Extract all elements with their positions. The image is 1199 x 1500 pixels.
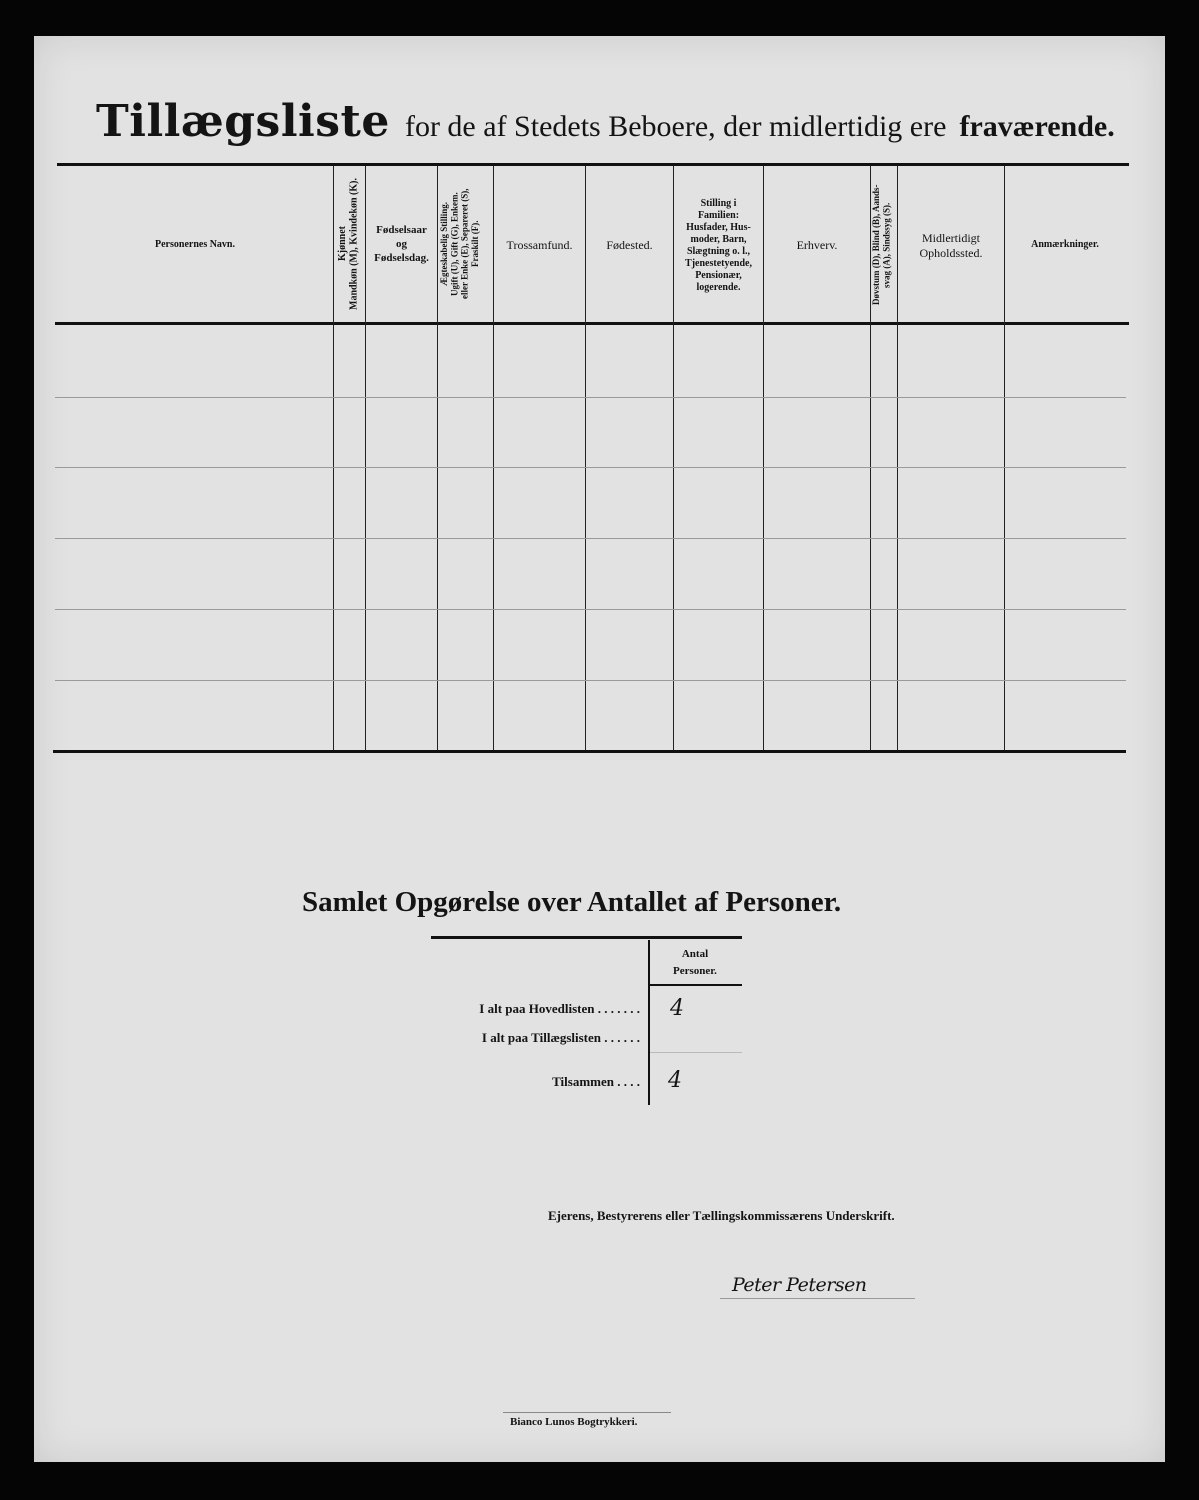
- header-kjonnet: Kjønnet Mandkøn (M), Kvindekøn (K).: [337, 178, 360, 310]
- header-anmaerkninger: Anmærkninger.: [1031, 238, 1099, 250]
- header-fodselsaar: Fødselsaar og Fødselsdag.: [374, 224, 429, 264]
- header-trossamfund: Trossamfund.: [506, 237, 573, 252]
- printer-rule: [503, 1412, 671, 1413]
- summary-row-rule: [650, 1052, 742, 1053]
- title-main: Tillægsliste: [96, 96, 390, 147]
- header-personernes-navn: Personernes Navn.: [155, 238, 235, 250]
- table-row: [55, 397, 1126, 398]
- header-fodested: Fødested.: [606, 237, 653, 252]
- summary-label-tillaegslisten: I alt paa Tillægslisten . . . . . .: [481, 1030, 640, 1045]
- col-rule: [333, 166, 334, 750]
- title-rest: for de af Stedets Beboere, der midlertidig ere: [404, 110, 947, 143]
- printer-name: Bianco Lunos Bogtrykkeri.: [510, 1416, 638, 1428]
- header-midlertidigt-opholdssted: Midlertidigt Opholdssted.: [919, 231, 983, 260]
- form-title: [96, 96, 1115, 147]
- signature-label: Ejerens, Bestyrerens eller Tællingskommissærens Underskrift.: [548, 1208, 895, 1223]
- summary-top-rule: [431, 936, 742, 939]
- table-header-rule: [55, 322, 1129, 325]
- table-row: [55, 680, 1126, 681]
- summary-title: Samlet Opgørelse over Antallet af Personer.: [302, 886, 842, 918]
- table-bottom-rule: [53, 750, 1126, 753]
- summary-value-tilsammen: 4: [668, 1068, 682, 1093]
- summary-label-hovedlisten: I alt paa Hovedlisten . . . . . . .: [479, 1001, 640, 1016]
- summary-col-header: Antal Personer.: [673, 948, 717, 977]
- table-row: [55, 609, 1126, 610]
- col-rule: [437, 166, 438, 750]
- header-erhverv: Erhverv.: [796, 237, 838, 252]
- table-top-rule: [57, 163, 1129, 166]
- table-row: [55, 538, 1126, 539]
- table-row: [55, 467, 1126, 468]
- signature-line: [720, 1298, 915, 1299]
- header-aegteskabelig-stilling: Ægteskabelig Stilling. Ugift (U), Gift (G), Enkem. eller Enke (E), Separeret (S), Fraskilt (F).: [439, 188, 481, 300]
- summary-divider: [648, 940, 650, 1105]
- summary-value-hovedlisten: 4: [670, 996, 684, 1021]
- summary-label-tilsammen: Tilsammen . . . .: [552, 1074, 640, 1089]
- signature: Peter Petersen: [732, 1274, 867, 1296]
- title-emphasis: fraværende.: [959, 110, 1115, 143]
- header-dovstum-blind: Døvstum (D), Blind (B), Aands- svag (A), Sindssyg (S).: [871, 184, 892, 306]
- summary-header-rule: [650, 984, 742, 986]
- header-stilling-i-familien: Stilling i Familien: Husfader, Hus- moder, Barn, Slægtning o. l., Tjenestetyende, Pensionær, logerende.: [685, 198, 752, 293]
